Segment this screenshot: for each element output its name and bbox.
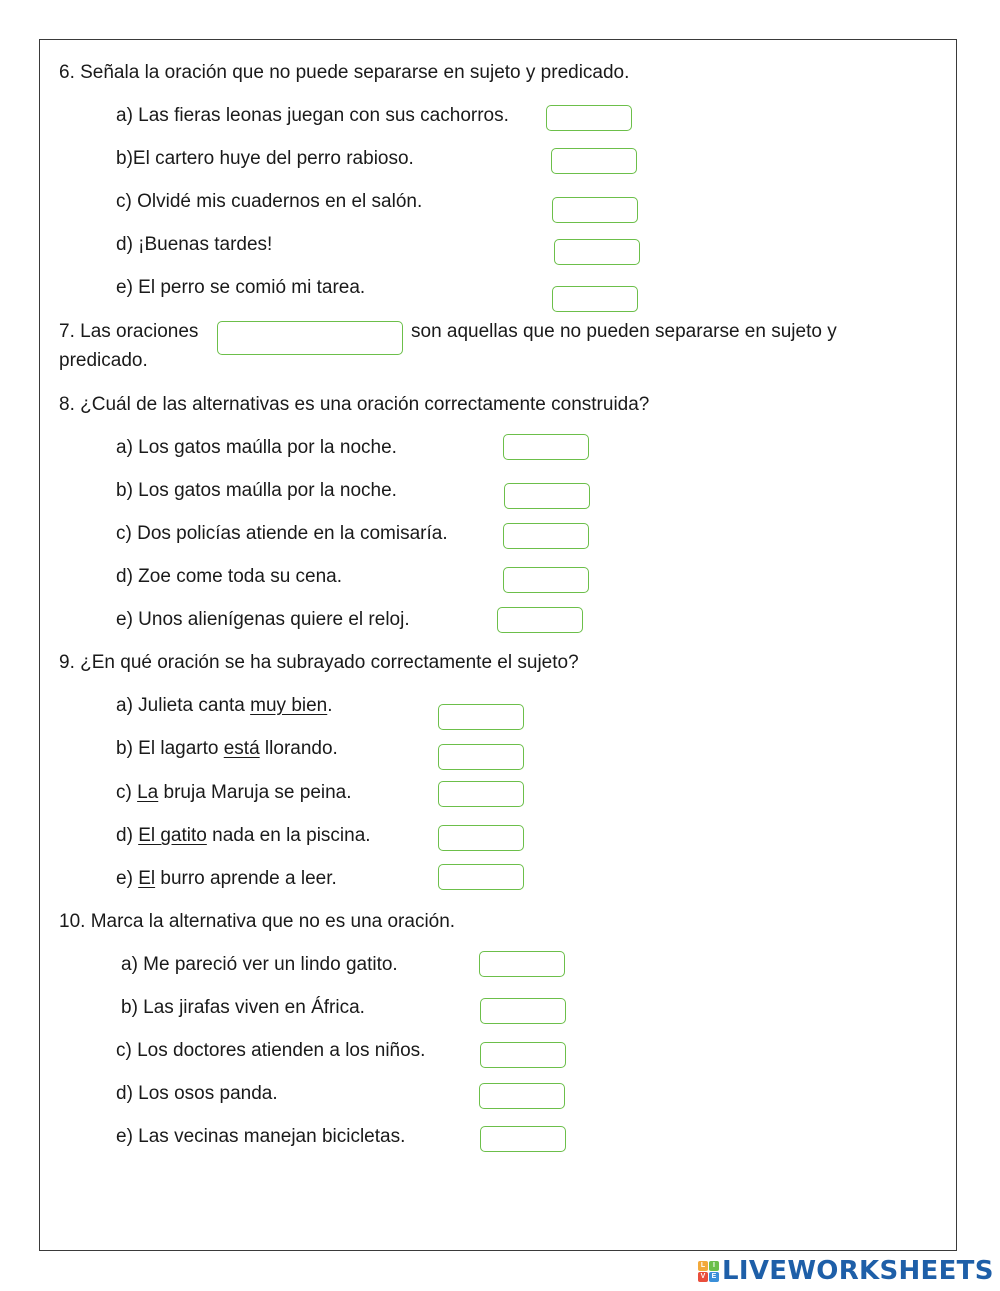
q8-answer-box-c[interactable]	[503, 523, 589, 549]
q6-option-c: c) Olvidé mis cuadernos en el salón.	[116, 191, 423, 212]
q9-option-b-underlined: está	[223, 738, 260, 759]
q10-answer-box-c[interactable]	[480, 1042, 566, 1068]
worksheet-frame	[39, 39, 957, 1251]
q9-option-e-underlined: El	[138, 868, 156, 889]
q10-question: 10. Marca la alternativa que no es una oración.	[59, 911, 456, 932]
q6-option-b: b)El cartero huye del perro rabioso.	[116, 148, 414, 169]
q7-prefix: 7. Las oraciones	[59, 321, 199, 342]
q10-option-b: b) Las jirafas viven en África.	[121, 997, 365, 1018]
q10-option-e: e) Las vecinas manejan bicicletas.	[116, 1126, 406, 1147]
q9-question: 9. ¿En qué oración se ha subrayado correctamente el sujeto?	[59, 652, 579, 673]
q10-option-d: d) Los osos panda.	[116, 1083, 278, 1104]
q8-option-d: d) Zoe come toda su cena.	[116, 566, 343, 587]
liveworksheets-logo-icon: L I V E	[698, 1261, 719, 1282]
q8-answer-box-e[interactable]	[497, 607, 583, 633]
q10-option-a: a) Me pareció ver un lindo gatito.	[121, 954, 398, 975]
q8-option-a: a) Los gatos maúlla por la noche.	[116, 437, 397, 458]
q6-question: 6. Señala la oración que no puede separarse en sujeto y predicado.	[59, 62, 630, 83]
q7-suffix: son aquellas que no pueden separarse en sujeto y	[411, 321, 837, 342]
q9-option-e: e) El burro aprende a leer.	[116, 868, 337, 889]
q9-answer-box-e[interactable]	[438, 864, 524, 890]
q9-answer-box-c[interactable]	[438, 781, 524, 807]
q10-answer-box-d[interactable]	[479, 1083, 565, 1109]
q9-answer-box-d[interactable]	[438, 825, 524, 851]
q6-option-a: a) Las fieras leonas juegan con sus cachorros.	[116, 105, 509, 126]
q6-option-e: e) El perro se comió mi tarea.	[116, 277, 366, 298]
q10-answer-box-a[interactable]	[479, 951, 565, 977]
q8-question: 8. ¿Cuál de las alternativas es una oración correctamente construida?	[59, 394, 650, 415]
liveworksheets-logo-text: LIVEWORKSHEETS	[722, 1256, 994, 1286]
q9-option-d: d) El gatito nada en la piscina.	[116, 825, 371, 846]
q9-answer-box-b[interactable]	[438, 744, 524, 770]
q8-answer-box-b[interactable]	[504, 483, 590, 509]
q6-answer-box-a[interactable]	[546, 105, 632, 131]
q8-answer-box-a[interactable]	[503, 434, 589, 460]
q8-answer-box-d[interactable]	[503, 567, 589, 593]
q7-continuation: predicado.	[59, 350, 148, 371]
q6-answer-box-d[interactable]	[554, 239, 640, 265]
q10-option-c: c) Los doctores atienden a los niños.	[116, 1040, 426, 1061]
liveworksheets-logo	[698, 1256, 994, 1286]
q6-answer-box-b[interactable]	[551, 148, 637, 174]
q9-option-a-underlined: muy bien	[250, 695, 328, 716]
q6-answer-box-c[interactable]	[552, 197, 638, 223]
q7-fill-in-box[interactable]	[217, 321, 403, 355]
q10-answer-box-e[interactable]	[480, 1126, 566, 1152]
q8-option-b: b) Los gatos maúlla por la noche.	[116, 480, 397, 501]
q8-option-e: e) Unos alienígenas quiere el reloj.	[116, 609, 410, 630]
q9-option-d-underlined: El gatito	[138, 825, 207, 846]
q9-answer-box-a[interactable]	[438, 704, 524, 730]
q9-option-c: c) La bruja Maruja se peina.	[116, 782, 352, 803]
q8-option-c: c) Dos policías atiende en la comisaría.	[116, 523, 448, 544]
q9-option-c-underlined: La	[137, 782, 159, 803]
q6-option-d: d) ¡Buenas tardes!	[116, 234, 273, 255]
q6-answer-box-e[interactable]	[552, 286, 638, 312]
q9-option-b: b) El lagarto está llorando.	[116, 738, 338, 759]
q9-option-a: a) Julieta canta muy bien.	[116, 695, 333, 716]
q10-answer-box-b[interactable]	[480, 998, 566, 1024]
